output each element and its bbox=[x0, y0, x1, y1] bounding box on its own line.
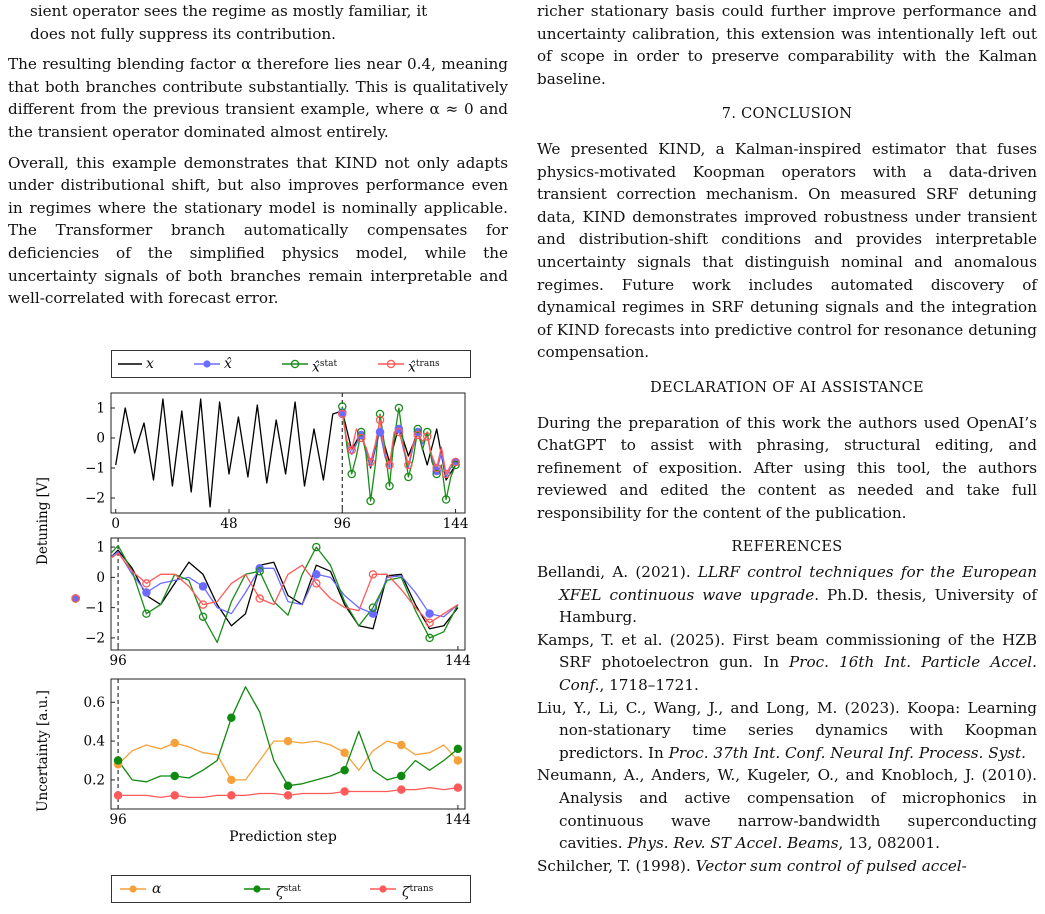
x-tick-label: 144 bbox=[445, 653, 471, 669]
data-point bbox=[199, 583, 206, 590]
ylabel-detuning: Detuning [V] bbox=[35, 477, 51, 565]
series-line bbox=[118, 741, 458, 780]
data-point bbox=[398, 741, 405, 748]
legend-zeta-trans: $\zeta^{trans}$ bbox=[402, 884, 434, 901]
para-blending: The resulting blending factor α therefore lies near 0.4, meaning that both branches contribute substantially. This is qualitatively different from the previous transient example, where α ≈ 0 and the transient operator dominated almost entirely. bbox=[8, 55, 508, 141]
x-tick-label: 96 bbox=[109, 812, 127, 828]
para-richer: richer stationary basis could further improve performance and uncertainty calibration, this extension was intentionally left out of scope in order to preserve comparability with the Kalman baseline. bbox=[537, 2, 1037, 88]
legend-alpha: α bbox=[152, 881, 162, 897]
data-point bbox=[114, 792, 121, 799]
heading-references: REFERENCES bbox=[731, 539, 843, 556]
series-line bbox=[76, 546, 458, 643]
figure-plots bbox=[0, 388, 530, 898]
data-point bbox=[454, 745, 461, 752]
reference-item: Neumann, A., Anders, W., Kugeler, O., and Knobloch, J. (2010). Analysis and active compensation of microphonics in continuous wave narrow-bandwidth superconducting cavities. Phys. Rev. ST Accel. Beams, 13, 082001. bbox=[537, 766, 1037, 853]
para-overall: Overall, this example demonstrates that KIND not only adapts under distributional shift, but also improves performance even in regimes where the stationary model is nominally applicable. The Transformer branch automatically compensates for deficiencies of the simplified physics model, while the uncertainty signals of both branches remain interpretable and well-correlated with forecast error. bbox=[8, 153, 508, 308]
data-point bbox=[341, 749, 348, 756]
plot-overview bbox=[85, 393, 468, 532]
reference-item: Bellandi, A. (2021). LLRF control techniques for the European XFEL continuous wave upgrade. Ph.D. thesis, University of Hamburg. bbox=[537, 563, 1037, 627]
data-point bbox=[228, 792, 235, 799]
data-point bbox=[398, 786, 405, 793]
data-point bbox=[341, 788, 348, 795]
series-line bbox=[118, 687, 458, 786]
data-point bbox=[284, 782, 291, 789]
data-point bbox=[171, 772, 178, 779]
y-tick-label: 0 bbox=[96, 430, 105, 447]
x-tick-label: 48 bbox=[220, 516, 238, 532]
y-tick-label: 0 bbox=[96, 569, 105, 586]
data-point bbox=[284, 737, 291, 744]
legend-bottom bbox=[111, 875, 471, 903]
x-tick-label: 144 bbox=[445, 812, 471, 828]
y-tick-label: −1 bbox=[85, 600, 105, 617]
reference-item: Schilcher, T. (1998). Vector sum control of pulsed accel- bbox=[537, 856, 967, 875]
y-tick-label: −1 bbox=[85, 460, 105, 477]
data-point bbox=[171, 792, 178, 799]
data-point bbox=[454, 757, 461, 764]
reference-item: Kamps, T. et al. (2025). First beam commissioning of the HZB SRF photoelectron gun. In Proc. 16th Int. Particle Accel. Conf., 1718–1721. bbox=[537, 630, 1037, 695]
x-tick-label: 96 bbox=[109, 653, 127, 669]
ylabel-uncertainty: Uncertainty [a.u.] bbox=[35, 690, 51, 812]
data-point bbox=[171, 739, 178, 746]
heading-ai-assistance: DECLARATION OF AI ASSISTANCE bbox=[650, 379, 924, 396]
data-point bbox=[454, 784, 461, 791]
series-line bbox=[342, 407, 455, 502]
data-point bbox=[426, 610, 433, 617]
data-point bbox=[313, 571, 320, 578]
y-tick-label: 1 bbox=[96, 400, 105, 417]
legend-xhat: x̂ bbox=[224, 356, 232, 372]
left-column bbox=[8, 0, 508, 310]
y-tick-label: 0.4 bbox=[83, 733, 105, 750]
legend-top bbox=[111, 350, 471, 378]
data-point bbox=[114, 757, 121, 764]
legend-zeta-stat: $\zeta^{stat}$ bbox=[276, 884, 301, 901]
data-point bbox=[143, 589, 150, 596]
data-point bbox=[398, 772, 405, 779]
plot-uncertainty bbox=[84, 679, 471, 828]
y-tick-label: 0.6 bbox=[83, 694, 105, 711]
legend-xhat-trans: x̂$^{trans}$ bbox=[408, 359, 440, 376]
x-tick-label: 0 bbox=[111, 516, 121, 532]
heading-conclusion: 7. CONCLUSION bbox=[721, 106, 853, 123]
reference-item: Liu, Y., Li, C., Wang, J., and Long, M. (2023). Koopa: Learning non-stationary time series dynamics with Koopman predictors. In Proc. 37th Int. Conf. Neural Inf. Process. Syst. bbox=[537, 698, 1037, 762]
y-tick-label: −2 bbox=[85, 630, 105, 647]
y-tick-label: 0.2 bbox=[83, 772, 105, 789]
data-point bbox=[228, 714, 235, 721]
xlabel-prediction-step: Prediction step bbox=[229, 829, 337, 845]
legend-xhat-stat: x̂$^{stat}$ bbox=[312, 359, 338, 376]
x-tick-label: 96 bbox=[333, 516, 351, 532]
data-point bbox=[228, 776, 235, 783]
para-continuation-1: sient operator sees the regime as mostly familiar, it bbox=[30, 2, 428, 20]
data-point bbox=[376, 428, 383, 435]
y-tick-label: 1 bbox=[96, 539, 105, 556]
data-point bbox=[341, 767, 348, 774]
para-ai-assistance: During the preparation of this work the authors used OpenAI’s ChatGPT to assist with phrasing, structural editing, and refinement of exposition. After using this tool, the authors reviewed and edited the content as needed and take full responsibility for the content of the publication. bbox=[537, 413, 1037, 522]
reference-list bbox=[537, 561, 1037, 877]
plot-zoom bbox=[72, 538, 471, 669]
right-column bbox=[537, 0, 1037, 877]
legend-x: x bbox=[146, 356, 154, 372]
para-conclusion: We presented KIND, a Kalman-inspired estimator that fuses physics-motivated Koopman operators with a data-driven transient correction mechanism. On measured SRF detuning data, KIND demonstrates improved robustness under transient and distribution-shift conditions and provides interpretable uncertainty signals that distinguish nominal and anomalous regimes. Future work includes automated discovery of dynamical regimes in SRF detuning signals and the integration of KIND forecasts into predictive control for resonance detuning compensation. bbox=[537, 139, 1037, 362]
series-line bbox=[76, 552, 458, 617]
para-continuation-2: does not fully suppress its contribution. bbox=[30, 24, 336, 43]
figure bbox=[0, 340, 530, 914]
x-tick-label: 144 bbox=[442, 516, 469, 532]
data-point bbox=[284, 792, 291, 799]
y-tick-label: −2 bbox=[85, 490, 105, 507]
